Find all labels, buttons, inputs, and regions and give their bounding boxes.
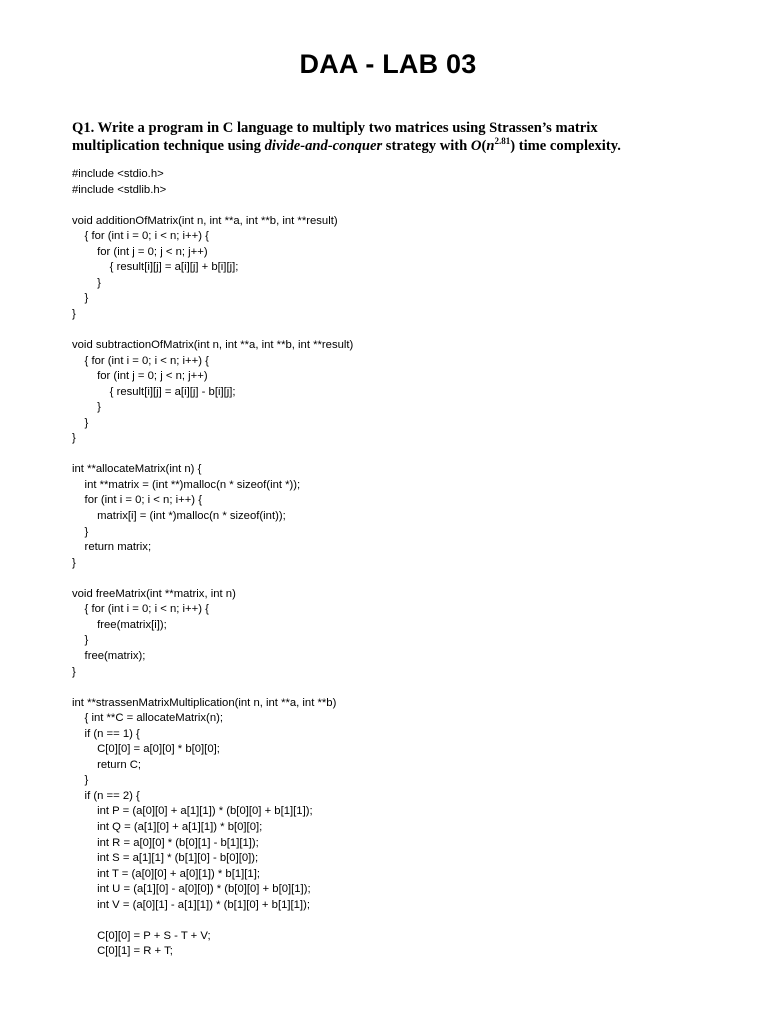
question-text bbox=[72, 119, 712, 155]
code-line: } bbox=[72, 401, 101, 414]
code-line: } bbox=[72, 665, 76, 678]
code-line bbox=[72, 571, 732, 587]
code-line bbox=[72, 913, 732, 929]
code-line: } bbox=[72, 774, 89, 787]
code-line: int **matrix = (int **)malloc(n * sizeof(int *)); bbox=[72, 478, 301, 491]
code-line: } bbox=[72, 416, 89, 429]
complexity-n: n bbox=[486, 138, 495, 154]
code-line: return C; bbox=[72, 758, 142, 771]
code-line: int P = (a[0][0] + a[1][1]) * (b[0][0] + b[1][1]); bbox=[72, 805, 313, 818]
code-listing bbox=[72, 167, 732, 960]
code-line: } bbox=[72, 556, 76, 569]
question-line-2 bbox=[72, 137, 712, 155]
code-line: { for (int i = 0; i < n; i++) { bbox=[72, 354, 209, 367]
complexity-big-o: O bbox=[470, 138, 482, 154]
code-line: } bbox=[72, 525, 89, 538]
complexity-paren-open: ( bbox=[481, 138, 487, 154]
code-line: int V = (a[0][1] - a[1][1]) * (b[1][0] + b[1][1]); bbox=[72, 898, 310, 911]
question-line-1: Q1. Write a program in C language to multiply two matrices using Strassen’s matrix bbox=[72, 120, 598, 136]
question-line-2-middle: strategy with bbox=[382, 138, 471, 154]
code-line: } bbox=[72, 276, 101, 289]
code-line: { result[i][j] = a[i][j] - b[i][j]; bbox=[72, 385, 236, 398]
code-line bbox=[72, 198, 732, 214]
question-line-2-suffix: ) time complexity. bbox=[510, 138, 621, 154]
code-line: C[0][1] = R + T; bbox=[72, 945, 173, 958]
code-line: int S = a[1][1] * (b[1][0] - b[0][0]); bbox=[72, 852, 259, 865]
code-line: for (int i = 0; i < n; i++) { bbox=[72, 494, 202, 507]
code-line: int **allocateMatrix(int n) { bbox=[72, 463, 202, 476]
code-line: { for (int i = 0; i < n; i++) { bbox=[72, 603, 209, 616]
code-line: int U = (a[1][0] - a[0][0]) * (b[0][0] + b[0][1]); bbox=[72, 883, 311, 896]
code-line: int R = a[0][0] * (b[0][1] - b[1][1]); bbox=[72, 836, 259, 849]
code-line: int Q = (a[1][0] + a[1][1]) * b[0][0]; bbox=[72, 820, 263, 833]
code-line: if (n == 1) { bbox=[72, 727, 140, 740]
code-line: C[0][0] = P + S - T + V; bbox=[72, 929, 211, 942]
code-line: void additionOfMatrix(int n, int **a, int **b, int **result) bbox=[72, 214, 338, 227]
question-emphasis: divide-and-conquer bbox=[264, 138, 383, 154]
question-line-2-prefix: multiplication technique using bbox=[72, 138, 265, 154]
complexity-exponent: 2.81 bbox=[494, 136, 511, 147]
code-line: { int **C = allocateMatrix(n); bbox=[72, 712, 223, 725]
code-line: #include <stdio.h> bbox=[72, 168, 164, 180]
code-line: free(matrix[i]); bbox=[72, 618, 167, 631]
code-line: C[0][0] = a[0][0] * b[0][0]; bbox=[72, 743, 220, 756]
code-line: return matrix; bbox=[72, 541, 152, 554]
code-line: } bbox=[72, 307, 76, 320]
code-line: for (int j = 0; j < n; j++) bbox=[72, 245, 208, 258]
code-line: matrix[i] = (int *)malloc(n * sizeof(int)); bbox=[72, 510, 286, 523]
code-line: { result[i][j] = a[i][j] + b[i][j]; bbox=[72, 261, 239, 274]
code-line: void freeMatrix(int **matrix, int n) bbox=[72, 587, 236, 600]
code-line: for (int j = 0; j < n; j++) bbox=[72, 370, 208, 383]
code-line: } bbox=[72, 634, 89, 647]
code-line: int **strassenMatrixMultiplication(int n, int **a, int **b) bbox=[72, 696, 337, 709]
page-title: DAA - LAB 03 bbox=[299, 49, 477, 79]
code-line: #include <stdlib.h> bbox=[72, 183, 167, 196]
code-line: int T = (a[0][0] + a[0][1]) * b[1][1]; bbox=[72, 867, 260, 880]
code-line bbox=[72, 680, 732, 696]
code-line: free(matrix); bbox=[72, 649, 146, 662]
code-line: } bbox=[72, 432, 76, 445]
code-line bbox=[72, 447, 732, 463]
code-line: if (n == 2) { bbox=[72, 789, 140, 802]
code-line: { for (int i = 0; i < n; i++) { bbox=[72, 230, 209, 243]
code-line: void subtractionOfMatrix(int n, int **a, int **b, int **result) bbox=[72, 339, 354, 352]
code-line bbox=[72, 322, 732, 338]
code-line: } bbox=[72, 292, 89, 305]
